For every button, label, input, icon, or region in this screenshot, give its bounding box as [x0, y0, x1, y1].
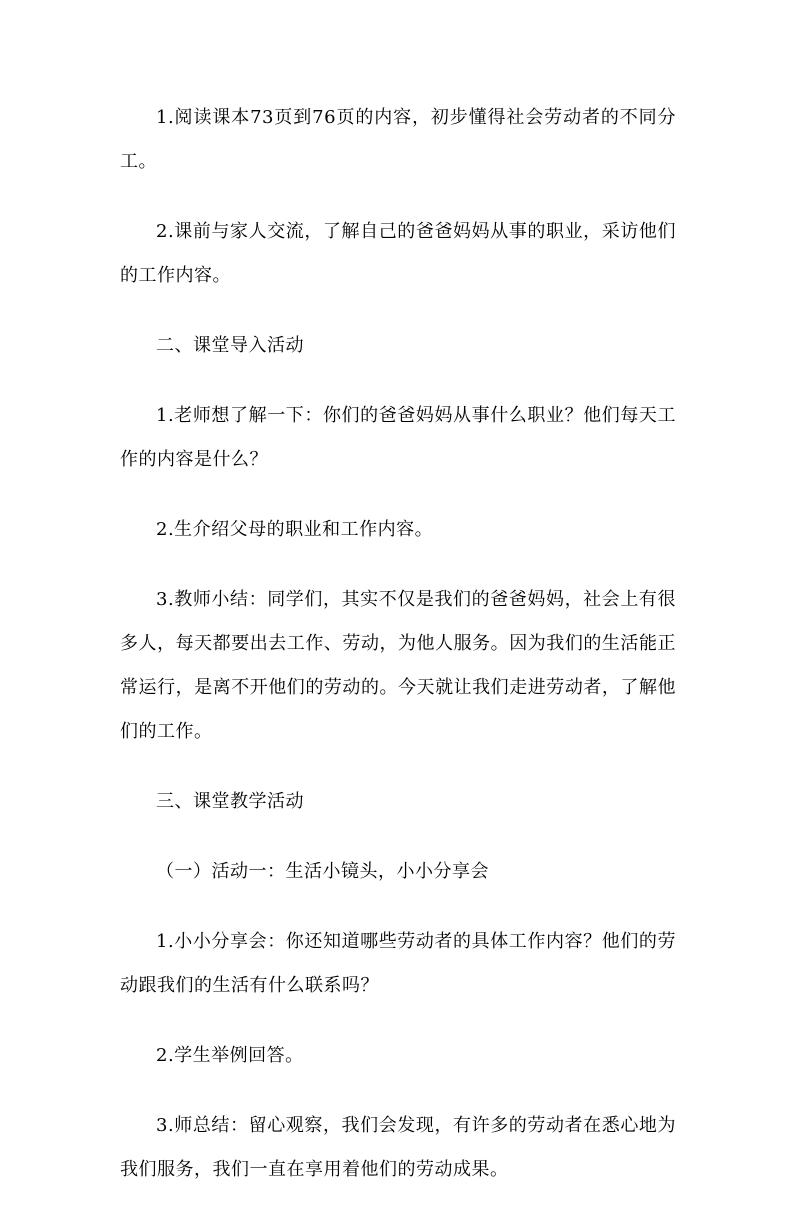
paragraph-teacher-summary: 3.教师小结：同学们，其实不仅是我们的爸爸妈妈，社会上有很多人，每天都要出去工作、劳动，为他人服务。因为我们的生活能正常运行，是离不开他们的劳动的。今天就让我们走进劳动者，了解他们的工作。 — [120, 589, 676, 742]
document-body — [120, 96, 676, 1218]
paragraph-student-introduction: 2.生介绍父母的职业和工作内容。 — [156, 519, 434, 540]
paragraph-teacher-conclusion: 3.师总结：留心观察，我们会发现，有许多的劳动者在悉心地为我们服务，我们一直在享用着他们的劳动成果。 — [120, 1115, 676, 1180]
paragraph-sharing-session: 1.小小分享会：你还知道哪些劳动者的具体工作内容？他们的劳动跟我们的生活有什么联系吗？ — [120, 931, 676, 996]
paragraph-family-interview: 2.课前与家人交流，了解自己的爸爸妈妈从事的职业，采访他们的工作内容。 — [120, 221, 676, 286]
section-heading-teaching-activity: 三、课堂教学活动 — [156, 791, 304, 812]
section-heading-lesson-intro: 二、课堂导入活动 — [156, 335, 304, 356]
subheading-activity-one: （一）活动一：生活小镜头，小小分享会 — [156, 861, 489, 882]
paragraph-preview-reading: 1.阅读课本73页到76页的内容，初步懂得社会劳动者的不同分工。 — [120, 107, 676, 172]
paragraph-student-examples: 2.学生举例回答。 — [156, 1045, 304, 1066]
paragraph-teacher-question: 1.老师想了解一下：你们的爸爸妈妈从事什么职业？他们每天工作的内容是什么？ — [120, 405, 676, 470]
